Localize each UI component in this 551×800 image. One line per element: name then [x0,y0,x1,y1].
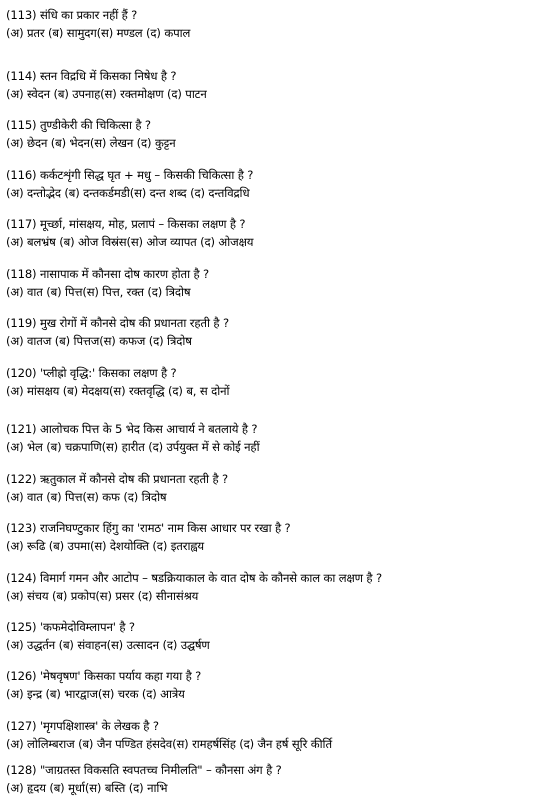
question-text: (127) 'मृगपक्षिशास्त्र' के लेखक है ? [6,719,159,733]
question-item-116 [6,166,546,202]
question-text: (114) स्तन विद्रधि में किसका निषेध है ? [6,69,177,83]
options-text: (अ) वातज (ब) पित्तज(स) कफज (द) त्रिदोष [6,334,192,348]
question-item-122 [6,470,546,506]
question-item-120 [6,364,546,400]
question-item-115 [6,116,546,152]
options-text: (अ) छेदन (ब) भेदन(स) लेखन (द) कुट्टन [6,136,176,150]
question-item-121 [6,420,546,456]
options-text: (अ) वात (ब) पित्त(स) पित्त, रक्त (द) त्रिदोष [6,285,191,299]
question-text: (117) मूर्च्छा, मांसक्षय, मोह, प्रलापं – किसका लक्षण है ? [6,217,246,231]
question-item-114 [6,67,546,103]
options-text: (अ) मांसक्षय (ब) मेदक्षय(स) रक्तवृद्धि (द) ब, स दोनों [6,384,230,398]
question-item-127 [6,717,546,753]
question-text: (125) 'कफमेदोविम्लापन' है ? [6,620,135,634]
options-text: (अ) लोलिम्बराज (ब) जैन पण्डित हंसदेव(स) रामहर्षसिंह (द) जैन हर्ष सूरि कीर्ति [6,737,332,751]
question-item-126 [6,667,546,703]
question-text: (121) आलोचक पित्त के 5 भेद किस आचार्य ने बतलाये है ? [6,422,258,436]
question-item-124 [6,569,546,605]
question-text: (113) संधि का प्रकार नहीं हैं ? [6,8,138,22]
options-text: (अ) स्वेदन (ब) उपनाह(स) रक्तमोक्षण (द) पाटन [6,87,207,101]
options-text: (अ) उद्धर्तन (ब) संवाहन(स) उत्सादन (द) उद्घर्षण [6,638,210,652]
question-text: (115) तुण्डीकेरी की चिकित्सा है ? [6,118,151,132]
options-text: (अ) दन्तोद्भेद (ब) दन्तकर्डमडी(स) दन्त शब्द (द) दन्तविद्रधि [6,186,250,200]
question-item-119 [6,314,546,350]
question-text: (119) मुख रोगों में कौनसे दोष की प्रधानता रहती है ? [6,316,229,330]
options-text: (अ) हृदय (ब) मूर्धा(स) बस्ति (द) नाभि [6,781,168,795]
question-text: (126) 'मेषवृषण' किसका पर्याय कहा गया है ? [6,669,202,683]
question-text: (128) "जाग्रतस्त विकसति स्वपतच्च निमीलति" – कौनसा अंग है ? [6,763,282,777]
question-item-117 [6,215,546,251]
question-text: (118) नासापाक में कौनसा दोष कारण होता है ? [6,267,210,281]
question-text: (123) राजनिघण्टुकार हिंगु का 'रामठ' नाम किस आधार पर रखा है ? [6,521,291,535]
question-text: (122) ऋतुकाल में कौनसे दोष की प्रधानता रहती है ? [6,472,228,486]
options-text: (अ) बलभ्रंष (ब) ओज विस्रंस(स) ओज व्यापत (द) ओजक्षय [6,235,254,249]
question-text: (116) कर्कटशृंगी सिद्ध घृत + मधु – किसकी चिकित्सा है ? [6,168,254,182]
options-text: (अ) संचय (ब) प्रकोप(स) प्रसर (द) सीनासंश्रय [6,589,199,603]
options-text: (अ) वात (ब) पित्त(स) कफ (द) त्रिदोष [6,490,167,504]
question-item-123 [6,519,546,555]
question-item-118 [6,265,546,301]
question-item-128 [6,761,546,797]
options-text: (अ) रूढि (ब) उपमा(स) देशयोक्ति (द) इतराह्वय [6,539,204,553]
question-item-125 [6,618,546,654]
options-text: (अ) भेल (ब) चक्रपाणि(स) हारीत (द) उर्पयुक्त में से कोई नहीं [6,440,260,454]
question-text: (120) 'प्लीह्रो वृद्धि:' किसका लक्षण है ? [6,366,177,380]
question-text: (124) विमार्ग गमन और आटोप – षडक्रियाकाल के वात दोष के कौनसे काल का लक्षण है ? [6,571,382,585]
question-item-113 [6,6,546,42]
options-text: (अ) प्रतर (ब) सामुदग(स) मण्डल (द) कपाल [6,26,191,40]
options-text: (अ) इन्द्र (ब) भारद्वाज(स) चरक (द) आत्रेय [6,687,185,701]
